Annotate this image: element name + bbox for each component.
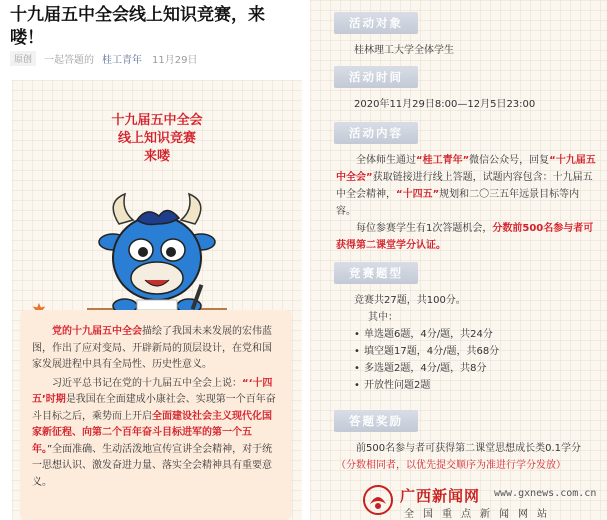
question-type-item: • 多选题2题，4分/题，共8分	[354, 360, 598, 377]
section-label-time: 活动时间	[334, 66, 418, 88]
content-highlight-credit: 分数前500名参与者可获得第二课堂学分认证。	[336, 223, 594, 251]
article-title: 十九届五中全会线上知识竞赛，来喽！	[10, 5, 265, 48]
poster-headline	[12, 112, 302, 166]
account-link[interactable]: 桂工青年	[102, 54, 143, 66]
reward-text	[336, 440, 598, 474]
poster-headline-line-2: 线上知识竞赛	[117, 131, 196, 146]
gxnews-logo-icon	[362, 484, 394, 516]
question-type-item: • 填空题17题，4分/题，共68分	[354, 343, 598, 360]
site-watermark	[362, 484, 607, 520]
intro-paragraph-1	[32, 324, 280, 374]
poster-headline-line-1: 十九届五中全会	[111, 113, 203, 128]
activity-details-panel	[310, 0, 607, 520]
content-highlight-account: “桂工青年”	[416, 155, 470, 166]
intro-p1-text: 描绘了我国未来发展的宏伟蓝图，作出了应对变局、开辟新局的顶层设计，在党和国家发展进程中具有全局性、历史性意义。	[32, 326, 272, 370]
poster-image	[12, 80, 302, 520]
content-highlight-keyword: “十九届五中全会”	[336, 155, 596, 183]
intro-p2-text-2: 是我国在全面建成小康社会、实现第一个百年奋斗目标之后，乘势而上开启	[32, 394, 276, 422]
content-text-1: 全体师生通过	[356, 155, 416, 166]
original-badge: 原创	[10, 51, 36, 66]
content-text-2: 微信公众号，回复	[469, 155, 550, 166]
watermark-url: www.gxnews.com.cn	[494, 488, 597, 499]
poster-headline-line-3: 来喽	[143, 149, 170, 164]
time-text: 2020年11月29日8:00—12月5日23:00	[354, 99, 536, 110]
section-label-content: 活动内容	[334, 122, 418, 144]
reward-text-note: （分数相同者，以优先提交顺序为准进行学分发放）	[336, 460, 566, 471]
question-type-item: • 开放性问题2题	[354, 377, 598, 394]
section-label-audience: 活动对象	[334, 12, 418, 34]
audience-text: 桂林理工大学全体学生	[354, 45, 454, 56]
content-text-3: 获取链接进行线上答题，试题内容包含：十九届五中全会精神，	[336, 172, 593, 200]
intro-p2-highlight-2: 全面建设社会主义现代化国家新征程、向第二个百年奋斗目标进军的第一个五年。	[32, 410, 272, 455]
intro-p2-text-1: 习近平总书记在党的十九届五中全会上说：	[52, 377, 242, 389]
article-date: 11月29日	[152, 54, 198, 66]
watermark-slogan: 全国重点新闻网站	[404, 509, 556, 520]
article-meta	[10, 50, 197, 66]
content-paragraph-2	[336, 220, 598, 254]
questions-sub: 其中：	[368, 312, 398, 323]
intro-p2-highlight-1: “‘十四五’时期	[32, 377, 273, 405]
content-text-5: 每位参赛学生有1次答题机会，	[356, 223, 493, 234]
questions-text	[354, 292, 598, 394]
intro-text-card	[20, 310, 292, 520]
section-label-reward: 答题奖励	[334, 410, 418, 432]
intro-p2-text-3: ”全面准确、生动活泼地宣传宣讲全会精神，对于统一思想认识、激发奋进力量、落实全会精神具有重要意义。	[32, 443, 273, 488]
content-highlight-plan: “十四五”	[396, 189, 440, 200]
content-text	[336, 152, 598, 254]
intro-paragraph-2	[32, 376, 280, 492]
article-panel	[0, 0, 303, 520]
content-paragraph-1	[336, 152, 598, 220]
intro-p1-highlight: 党的十九届五中全会	[52, 326, 142, 337]
question-type-item: • 单选题6题，4分/题，共24分	[354, 326, 598, 343]
reward-text-main: 前500名参与者可获得第二课堂思想成长类0.1学分	[356, 443, 581, 454]
article-author: 一起答题的	[44, 54, 95, 66]
section-label-questions: 竞赛题型	[334, 262, 418, 284]
content-text-4: 规划和二〇三五年远景目标等内容。	[336, 189, 580, 217]
questions-total: 竞赛共27题，共100分。	[354, 295, 466, 306]
watermark-site-name: 广西新闻网	[400, 487, 481, 505]
question-type-list	[354, 326, 598, 394]
